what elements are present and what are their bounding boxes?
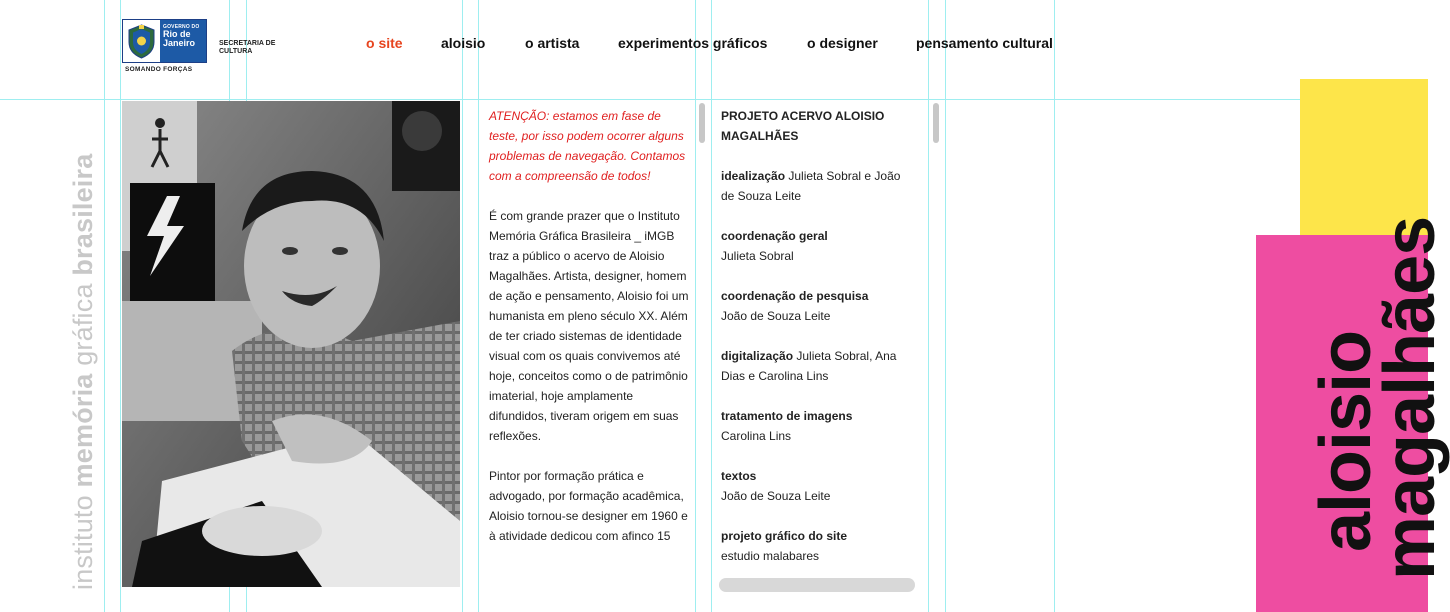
credit-names: Julieta Sobral e João de Souza Leite [721, 169, 901, 203]
credit-item [721, 226, 911, 266]
credit-title: coordenação geral [721, 229, 828, 243]
wordmark-part: gráfica [68, 275, 98, 374]
test-warning: ATENÇÃO: estamos em fase de teste, por isso podem ocorrer alguns problemas de navegação. Contamos com a compreensão de todos! [489, 109, 686, 183]
credit-item [721, 286, 911, 326]
intro-scrollbar[interactable] [699, 103, 705, 143]
nav-aloisio[interactable]: aloisio [441, 35, 486, 51]
intro-paragraph: Pintor por formação prática e advogado, por formação acadêmica, Aloisio tornou-se designer em 1960 e à atividade dedicou com afinco 15 [489, 469, 688, 543]
nav-o-designer[interactable]: o designer [807, 35, 878, 51]
credit-names: Carolina Lins [721, 429, 792, 443]
intro-text-column[interactable] [489, 106, 689, 566]
crest-icon [125, 22, 158, 60]
credits-heading: PROJETO ACERVO ALOISIO MAGALHÃES [721, 109, 885, 143]
wordmark-part: memória [68, 373, 98, 488]
credit-title: idealização [721, 169, 786, 183]
credit-title: projeto gráfico do site [721, 529, 848, 543]
nav-pensamento-cultural[interactable]: pensamento cultural [916, 35, 1053, 51]
art-name-magalhaes: magalhães [1370, 216, 1450, 580]
logo-tagline: SOMANDO FORÇAS [125, 66, 193, 73]
credit-title: tratamento de imagens [721, 409, 853, 423]
credit-title: coordenação de pesquisa [721, 289, 869, 303]
logo-blue-panel [160, 20, 206, 62]
government-logo[interactable] [122, 19, 276, 75]
nav-o-artista[interactable]: o artista [525, 35, 580, 51]
credits-horizontal-scrollbar[interactable] [719, 578, 915, 592]
logo-box [122, 19, 207, 63]
credit-item [721, 346, 911, 386]
credit-names: João de Souza Leite [721, 309, 831, 323]
intro-paragraph: É com grande prazer que o Instituto Memória Gráfica Brasileira _ iMGB traz a público o acervo de Aloisio Magalhães. Artista, designer, homem de ação e pensamento, Aloisio foi um humanista em pleno século XX. Além de ter criado sistemas de identidade visual com os quais convivemos até hoje, conceitos como o de patrimônio imaterial, hoje amplamente difundidos, tiveram origem em suas reflexões. [489, 209, 689, 443]
logo-secretaria: SECRETARIA DE CULTURA [219, 40, 276, 55]
credit-names: estudio malabares [721, 549, 820, 563]
nav-o-site[interactable]: o site [366, 35, 403, 51]
credit-title: digitalização [721, 349, 794, 363]
credit-title: textos [721, 469, 757, 483]
art-name-aloisio: aloisio [1306, 330, 1386, 552]
credit-item [721, 526, 911, 566]
nav-experimentos-graficos[interactable]: experimentos gráficos [618, 35, 768, 51]
credit-item [721, 466, 911, 506]
credit-names: Julieta Sobral, Ana Dias e Carolina Lins [721, 349, 897, 383]
credit-names: Julieta Sobral [721, 249, 794, 263]
logo-state-label: Rio de Janeiro [163, 29, 196, 48]
credit-item [721, 166, 911, 206]
credits-column[interactable] [721, 106, 911, 586]
credit-item [721, 406, 911, 446]
credits-scrollbar[interactable] [933, 103, 939, 143]
institute-wordmark [68, 154, 99, 590]
aloisio-portrait-photo [122, 101, 460, 587]
credit-names: João de Souza Leite [721, 489, 831, 503]
logo-gov-label: GOVERNO DO [163, 24, 200, 30]
wordmark-part: brasileira [68, 153, 98, 276]
wordmark-part: instituto [68, 487, 98, 590]
